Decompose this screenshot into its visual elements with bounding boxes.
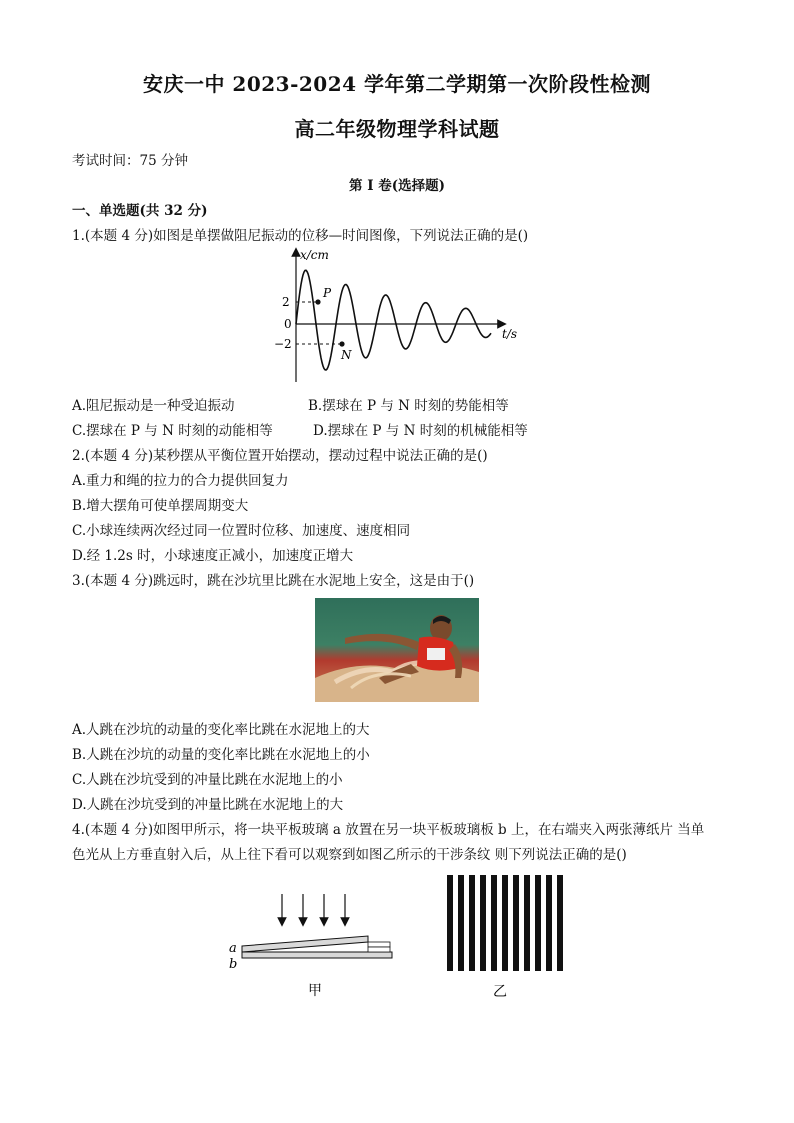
question-2-option-d: D.经 1.2s 时，小球速度正减小，加速度正增大	[72, 548, 354, 564]
question-3-option-c: C.人跳在沙坑受到的冲量比跳在水泥地上的小	[72, 772, 343, 788]
long-jump-photo	[315, 598, 479, 702]
exam-title: 安庆一中 2023-2024 学年第二学期第一次阶段性检测	[142, 72, 652, 96]
fringe-stripe	[447, 875, 453, 971]
fringe-stripe	[469, 875, 475, 971]
question-2-option-a: A.重力和绳的拉力的合力提供回复力	[72, 473, 289, 489]
x-axis-label: t/s	[502, 327, 518, 341]
fringe-stripe	[491, 875, 497, 971]
tick-label-2: 2	[282, 295, 290, 309]
fringe-stripe	[535, 875, 541, 971]
question-4-stem-line2: 色光从上方垂直射入后，从上往下看可以观察到如图乙所示的干涉条纹 则下列说法正确的是()	[72, 847, 627, 863]
question-2-stem: 2.(本题 4 分)某秒摆从平衡位置开始摆动，摆动过程中说法正确的是()	[72, 448, 488, 464]
damped-oscillation-graph	[270, 246, 530, 386]
question-3-option-a: A.人跳在沙坑的动量的变化率比跳在水泥地上的大	[72, 722, 370, 738]
section-heading: 一、单选题(共 32 分)	[72, 203, 208, 219]
label-b: b	[229, 957, 238, 972]
glass-plate-a	[242, 936, 368, 952]
point-n-label: N	[341, 348, 352, 362]
fringe-stripe	[557, 875, 563, 971]
exam-time: 考试时间：75 分钟	[72, 153, 188, 169]
caption-yi: 乙	[493, 984, 507, 1000]
question-3-option-b: B.人跳在沙坑的动量的变化率比跳在水泥地上的小	[72, 747, 370, 763]
caption-jia: 甲	[308, 983, 322, 999]
label-a: a	[229, 941, 237, 956]
fringe-stripes	[447, 875, 563, 971]
question-2-option-b: B.增大摆角可使单摆周期变大	[72, 498, 249, 514]
exam-subtitle: 高二年级物理学科试题	[294, 117, 500, 141]
question-3-stem: 3.(本题 4 分)跳远时，跳在沙坑里比跳在水泥地上安全，这是由于()	[72, 573, 475, 589]
volume-heading: 第 I 卷(选择题)	[349, 178, 445, 194]
glass-plates-diagram	[226, 888, 396, 1000]
interference-fringes	[440, 872, 570, 1002]
question-1-option-d: D.摆球在 P 与 N 时刻的机械能相等	[313, 423, 528, 439]
question-1-option-b: B.摆球在 P 与 N 时刻的势能相等	[308, 398, 509, 414]
point-p-label: P	[323, 286, 332, 300]
fringe-stripe	[513, 875, 519, 971]
question-1-option-a: A.阻尼振动是一种受迫振动	[72, 398, 235, 414]
point-n	[339, 341, 344, 346]
fringe-stripe	[524, 875, 530, 971]
question-2-option-c: C.小球连续两次经过同一位置时位移、加速度、速度相同	[72, 523, 411, 539]
glass-plate-b	[242, 952, 392, 958]
origin-label: 0	[284, 317, 292, 331]
point-p	[315, 299, 320, 304]
question-3-option-d: D.人跳在沙坑受到的冲量比跳在水泥地上的大	[72, 797, 344, 813]
paper-spacer	[368, 942, 390, 947]
light-arrows	[282, 894, 345, 922]
fringe-stripe	[502, 875, 508, 971]
question-4-stem-line1: 4.(本题 4 分)如图甲所示，将一块平板玻璃 a 放置在另一块平板玻璃板 b 上，在右端夹入两张薄纸片 当单	[72, 822, 705, 838]
question-1-stem: 1.(本题 4 分)如图是单摆做阻尼振动的位移—时间图像，下列说法正确的是()	[72, 228, 529, 244]
y-axis-label: x/cm	[300, 248, 329, 262]
tick-label-neg2: −2	[274, 337, 292, 351]
fringe-stripe	[480, 875, 486, 971]
fringe-stripe	[546, 875, 552, 971]
question-1-option-c: C.摆球在 P 与 N 时刻的动能相等	[72, 423, 273, 439]
fringe-stripe	[458, 875, 464, 971]
